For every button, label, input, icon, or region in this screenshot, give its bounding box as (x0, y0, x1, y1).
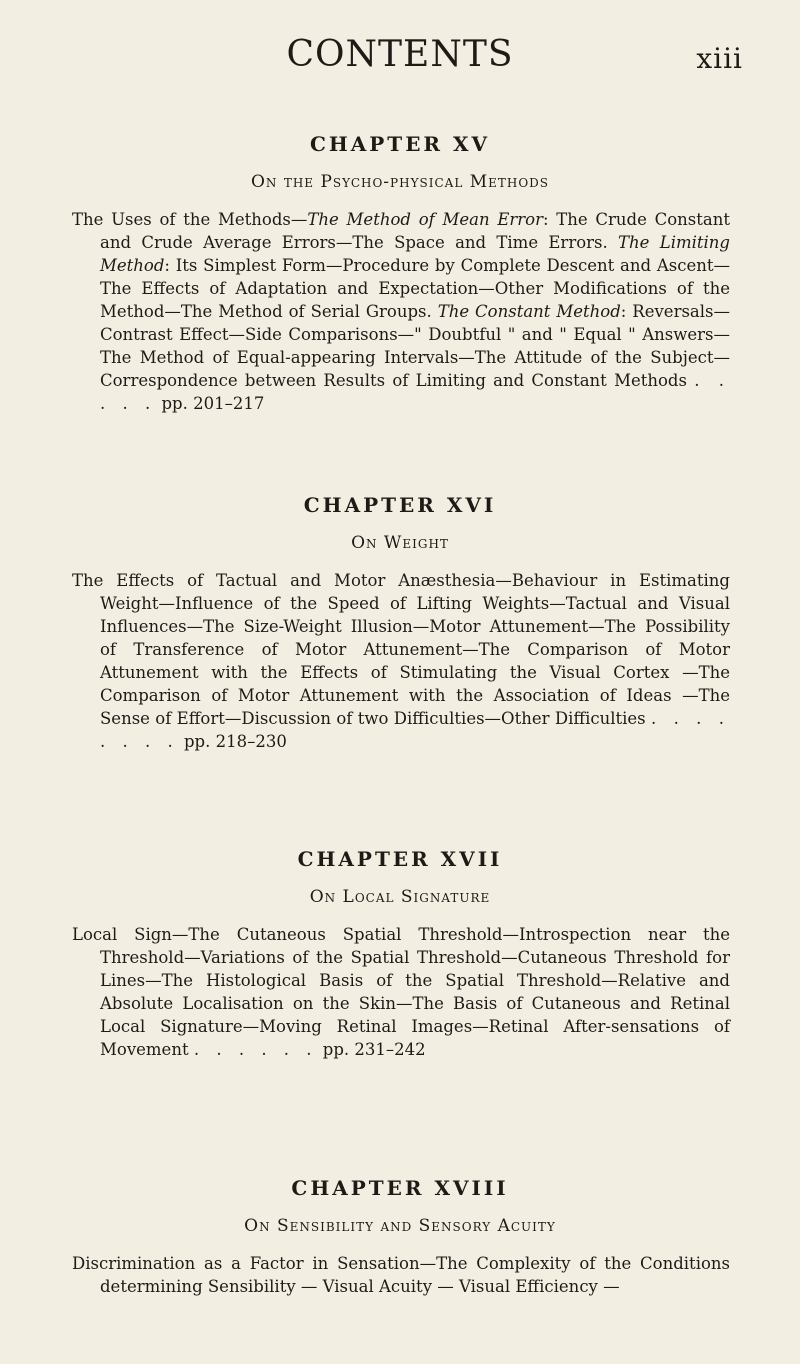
summary-text: : Its Simplest Form—Procedure by Complete Descent and Ascent—The Effects of Adaptation and Expectation—Other Modifications of the Method—The Method of Serial Groups. (100, 256, 730, 321)
page-number: xiii (696, 42, 743, 75)
page-header (0, 34, 800, 84)
summary-text: Local Sign—The Cutaneous Spatial Threshold—Introspection near the Threshold—Variations of the Spatial Threshold—Cutaneous Threshold for Lines—The Histological Basis of the Spatial Threshold—Relative and Absolute Localisation on the Skin—The Basis of Cutaneous and Retinal Local Signature—Moving Retinal Images—Retinal After-sensations of Movement (72, 925, 730, 1059)
summary-text-italic: The Limiting Method (100, 233, 730, 275)
chapter-subtitle: On the Psycho-physical Methods (250, 172, 550, 192)
dot-leader: . . . . . . (193, 1040, 318, 1059)
summary-text-italic: The Constant Method (437, 302, 621, 321)
page-range: pp. 201–217 (161, 394, 265, 413)
chapter-title: CHAPTER XVII (297, 847, 503, 871)
chapter-summary (0, 923, 800, 1061)
dot-leader: . . . . . . . . (100, 709, 731, 751)
dot-leader: . . . . . (100, 371, 730, 413)
summary-text-italic: The Method of Mean Error (307, 210, 543, 229)
chapter-title: CHAPTER XVIII (291, 1176, 509, 1200)
chapter-title: CHAPTER XV (309, 132, 491, 156)
chapter-subtitle: On Sensibility and Sensory Acuity (244, 1216, 556, 1236)
chapter-section (0, 493, 800, 753)
chapter-summary (0, 1252, 800, 1298)
summary-text: : The Crude Constant and Crude Average Errors—The Space and Time Errors. (100, 210, 730, 252)
running-title: CONTENTS (286, 34, 514, 75)
summary-text: The Effects of Tactual and Motor Anæsthesia—Behaviour in Estimating Weight—Influence of the Speed of Lifting Weights—Tactual and Visual Influences—The Size-Weight Illusion—Motor Attunement—The Possibility of Transference of Motor Attunement—The Comparison of Motor Attunement with the Effects of Stimulating the Visual Cortex —The Comparison of Motor Attunement with the Association of Ideas —The Sense of Effort—Discussion of two Difficulties—Other Difficulties (72, 571, 730, 728)
chapter-summary (0, 208, 800, 415)
chapter-section (0, 132, 800, 415)
page-range: pp. 218–230 (183, 732, 287, 751)
chapter-section (0, 1176, 800, 1298)
page-range: pp. 231–242 (322, 1040, 426, 1059)
chapter-subtitle: On Weight (351, 533, 449, 553)
summary-text: The Uses of the Methods— (72, 210, 308, 229)
chapter-subtitle: On Local Signature (309, 887, 491, 907)
chapter-summary (0, 569, 800, 753)
chapter-section (0, 847, 800, 1061)
summary-text: : Reversals—Contrast Effect—Side Comparisons—" Doubtful " and " Equal " Answers—The Method of Equal-appearing Intervals—The Attitude of the Subject—Correspondence between Results of Limiting and Constant Methods (100, 302, 731, 390)
summary-text: Discrimination as a Factor in Sensation—The Complexity of the Conditions determining Sensibility — Visual Acuity — Visual Efficiency — (72, 1254, 730, 1296)
chapter-title: CHAPTER XVI (303, 493, 497, 517)
